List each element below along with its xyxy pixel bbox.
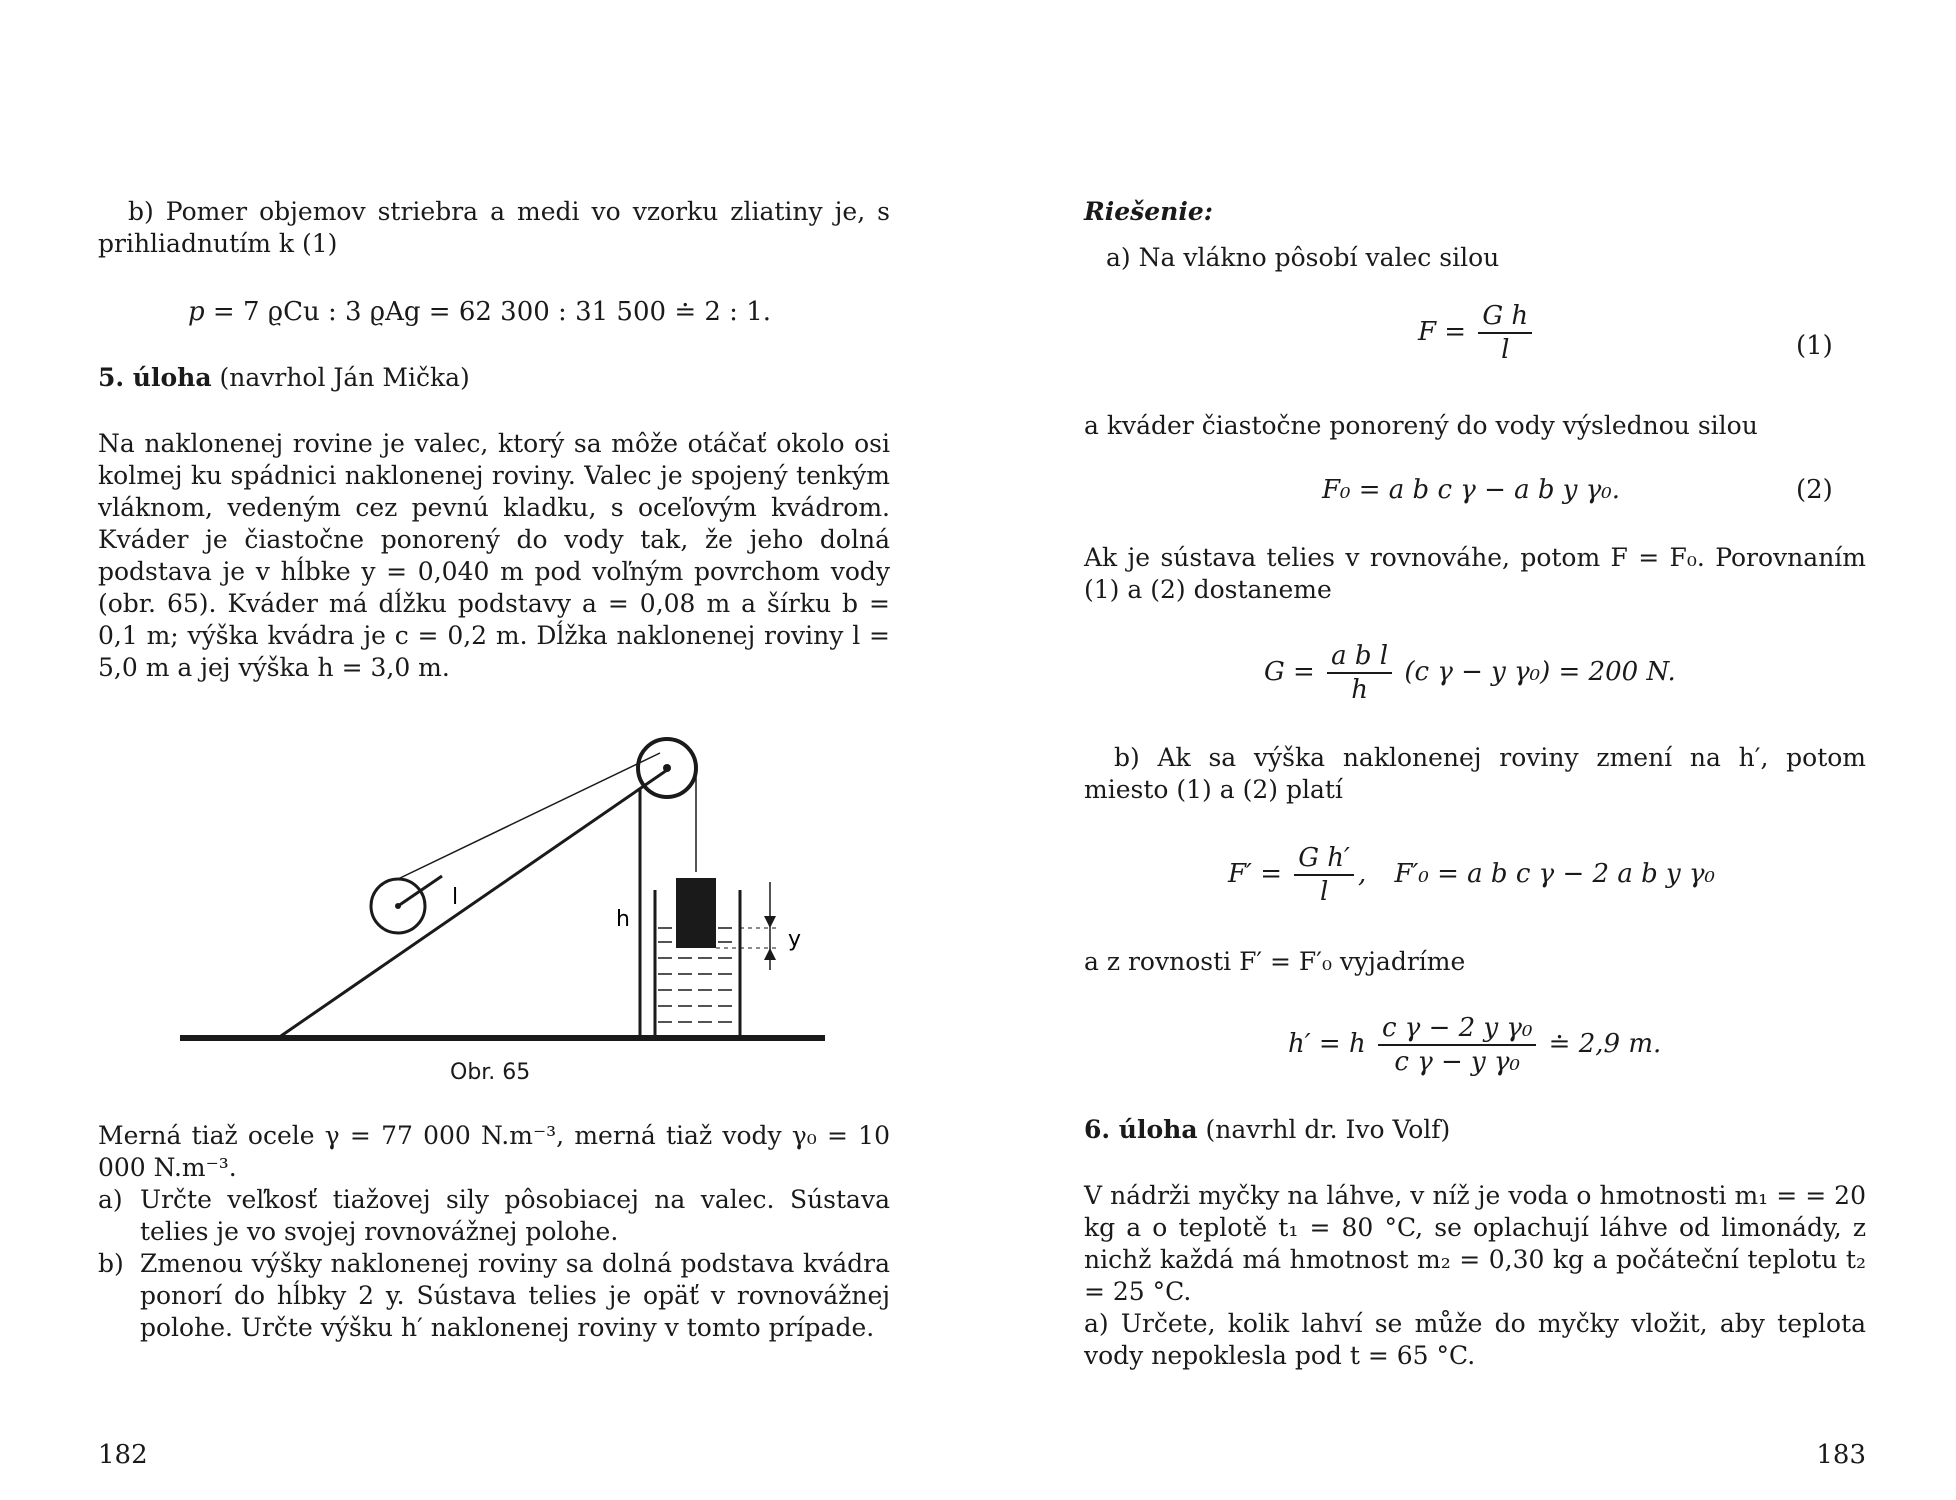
equation-4: [1228, 842, 1715, 908]
figure-65: [170, 720, 840, 1050]
gamma-text: Merná tiaž ocele γ = 77 000 N.m⁻³, merná tiaž vody γ₀ = 10 000 N.m⁻³.: [98, 1121, 890, 1182]
question-b: [98, 1248, 890, 1344]
pulley-axle: [663, 764, 671, 772]
equation-4-separator: ,: [1357, 859, 1367, 889]
equation-p-lhs: p: [188, 297, 205, 327]
equation-p: [188, 296, 771, 328]
equation-4-fraction: [1294, 842, 1354, 908]
equation-2-tag: (2): [1796, 475, 1833, 505]
equation-5-fraction: [1378, 1012, 1536, 1078]
task6-author: (navrhl dr. Ivo Volf): [1205, 1115, 1451, 1144]
depth-arrow-head-bottom: [764, 948, 776, 960]
equation-4-rhs: F′₀ = a b c γ − 2 a b y γ₀: [1394, 859, 1715, 889]
equation-2-lhs: F₀: [1322, 475, 1351, 505]
equation-3-rhs: (c γ − y γ₀) = 200 N.: [1404, 657, 1676, 687]
solution-a-text2: a kváder čiastočne ponorený do vody výslednou silou: [1084, 411, 1758, 440]
task6-question-a: a) Určete, kolik lahví se může do myčky vložit, aby teplota vody nepoklesla pod t = 65 °C.: [1084, 1309, 1866, 1370]
depth-arrow-head-top: [764, 916, 776, 928]
steel-block: [676, 878, 716, 948]
equation-5-lhs: h′ = h: [1288, 1029, 1366, 1059]
question-a-text: Určte veľkosť tiažovej sily pôsobiacej na valec. Sústava telies je vo svojej rovnovážnej polohe.: [140, 1185, 890, 1246]
right-page: [978, 0, 1956, 1500]
label-h: h: [616, 907, 630, 932]
solution-b-text: b) Ak sa výška naklonenej roviny zmení na h′, potom miesto (1) a (2) platí: [1084, 743, 1866, 804]
equation-3: [1264, 640, 1676, 706]
question-b-text: Zmenou výšky naklonenej roviny sa dolná podstava kvádra ponorí do hĺbky 2 y. Sústava telies je opäť v rovnovážnej polohe. Určte výšku h′ naklonenej roviny v tomto prípade.: [140, 1249, 890, 1342]
equation-3-numerator: a b l: [1327, 640, 1392, 674]
equation-2-rhs: = a b c γ − a b y γ₀.: [1358, 475, 1620, 505]
task5-heading: [98, 362, 890, 394]
string-incline: [398, 753, 660, 879]
question-a: [98, 1184, 890, 1248]
solution-a-text: a) Na vlákno pôsobí valec silou: [1106, 243, 1500, 272]
task5-number: 5. úloha: [98, 363, 212, 392]
equality-text: a z rovnosti F′ = F′₀ vyjadríme: [1084, 947, 1466, 976]
paragraph-b: b) Pomer objemov striebra a medi vo vzorku zliatiny je, s prihliadnutím k (1): [98, 197, 890, 258]
equation-3-fraction: [1327, 640, 1392, 706]
page-number-right: 183: [1816, 1440, 1866, 1470]
equation-1-lhs: F =: [1418, 317, 1467, 347]
task5-text: Na naklonenej rovine je valec, ktorý sa môže otáčať okolo osi kolmej ku spádnici naklonenej roviny. Valec je spojený tenkým vláknom, vedeným cez pevnú kladku, s oceľovým kvádrom. Kváder je čiastočne ponorený do vody tak, že jeho dolná podstava je v hĺbke y = 0,040 m pod voľným povrchom vody (obr. 65). Kváder má dĺžku podstavy a = 0,08 m a šírku b = 0,1 m; výška kvádra je c = 0,2 m. Dĺžka naklonenej roviny l = 5,0 m a jej výška h = 3,0 m.: [98, 429, 890, 682]
equilibrium-text: Ak je sústava telies v rovnováhe, potom F = F₀. Porovnaním (1) a (2) dostaneme: [1084, 543, 1866, 604]
equation-5-denominator: c γ − y γ₀: [1394, 1047, 1520, 1077]
equation-4-lhs: F′ =: [1228, 859, 1282, 889]
equation-4-numerator: G h′: [1294, 842, 1354, 876]
equation-4-denominator: l: [1319, 877, 1329, 907]
task5-author: (navrhol Ján Mička): [219, 363, 470, 392]
equation-1-fraction: [1478, 300, 1532, 366]
equation-p-rhs: = 7 ϱCu : 3 ϱAg = 62 300 : 31 500 ≐ 2 : 1.: [212, 297, 772, 327]
inclined-plane: [278, 768, 670, 1038]
question-b-label: b): [98, 1249, 124, 1278]
task6-number: 6. úloha: [1084, 1115, 1198, 1144]
label-y: y: [788, 927, 802, 952]
equation-5: [1288, 1012, 1661, 1078]
equation-1-numerator: G h: [1478, 300, 1532, 334]
task6-text: V nádrži myčky na láhve, v níž je voda o hmotnosti m₁ = = 20 kg a o teplotě t₁ = 80 °C, se oplachují láhve od limonády, z nichž každá má hmotnost m₂ = 0,30 kg a počáteční teplotu t₂ = 25 °C.: [1084, 1181, 1866, 1306]
equation-2: [1322, 474, 1620, 506]
equation-1-denominator: l: [1501, 335, 1510, 365]
questions-list: [98, 1184, 890, 1344]
equation-3-denominator: h: [1351, 675, 1368, 705]
figure-caption: Obr. 65: [450, 1060, 531, 1085]
task6-heading: [1084, 1114, 1866, 1146]
equation-3-lhs: G =: [1264, 657, 1315, 687]
equation-1-tag: (1): [1796, 331, 1833, 361]
equation-5-rhs: ≐ 2,9 m.: [1548, 1029, 1662, 1059]
equation-1: [1418, 300, 1536, 366]
question-a-label: a): [98, 1185, 123, 1214]
solution-label: Riešenie:: [1084, 197, 1213, 226]
equation-5-numerator: c γ − 2 y γ₀: [1378, 1012, 1536, 1046]
page-number-left: 182: [98, 1440, 148, 1470]
label-l: l: [452, 885, 459, 910]
